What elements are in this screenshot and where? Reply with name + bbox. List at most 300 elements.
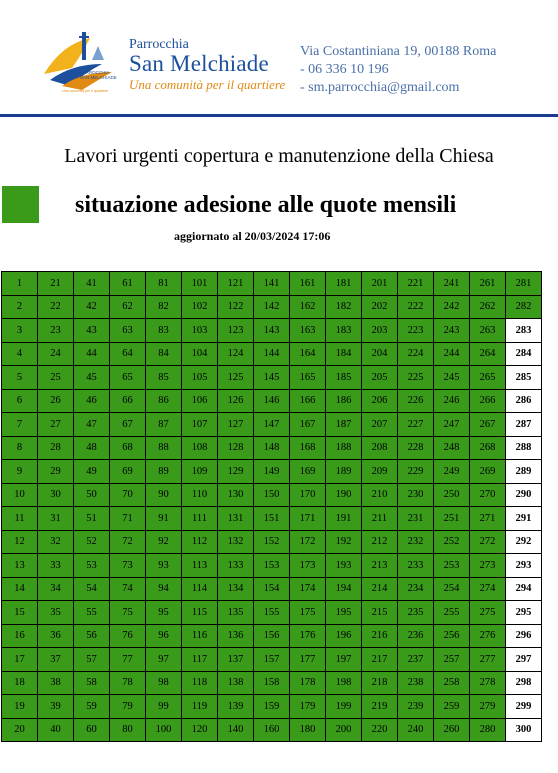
quota-cell-paid: 220 [362, 718, 398, 742]
quota-row [2, 624, 542, 648]
quota-row [2, 483, 542, 507]
quota-cell-open: 290 [506, 483, 542, 507]
quota-row [2, 389, 542, 413]
quota-cell-paid: 22 [38, 295, 74, 319]
quota-cell-paid: 149 [254, 460, 290, 484]
org-tagline: Una comunità per il quartiere [129, 77, 286, 92]
quota-cell-paid: 118 [182, 671, 218, 695]
quota-cell-paid: 36 [38, 624, 74, 648]
quota-cell-paid: 37 [38, 648, 74, 672]
quota-cell-paid: 181 [326, 272, 362, 296]
quota-cell-paid: 39 [38, 695, 74, 719]
quota-cell-paid: 218 [362, 671, 398, 695]
quota-cell-paid: 21 [38, 272, 74, 296]
quota-cell-paid: 210 [362, 483, 398, 507]
quota-cell-paid: 164 [290, 342, 326, 366]
quota-cell-open: 291 [506, 507, 542, 531]
quota-cell-paid: 110 [182, 483, 218, 507]
quota-cell-paid: 152 [254, 530, 290, 554]
quota-cell-paid: 125 [218, 366, 254, 390]
quota-cell-open: 284 [506, 342, 542, 366]
quota-cell-paid: 237 [398, 648, 434, 672]
quota-cell-paid: 255 [434, 601, 470, 625]
quota-cell-paid: 51 [74, 507, 110, 531]
quota-cell-paid: 3 [2, 319, 38, 343]
quota-cell-paid: 140 [218, 718, 254, 742]
quota-cell-paid: 74 [110, 577, 146, 601]
quota-cell-open: 299 [506, 695, 542, 719]
quota-cell-paid: 247 [434, 413, 470, 437]
quota-cell-paid: 4 [2, 342, 38, 366]
quota-cell-paid: 252 [434, 530, 470, 554]
quota-cell-paid: 113 [182, 554, 218, 578]
quota-cell-paid: 148 [254, 436, 290, 460]
quota-cell-paid: 278 [470, 671, 506, 695]
quota-cell-paid: 68 [110, 436, 146, 460]
quota-cell-paid: 216 [362, 624, 398, 648]
svg-text:SAN MELCHIADE: SAN MELCHIADE [80, 75, 117, 80]
quota-cell-paid: 122 [218, 295, 254, 319]
quota-cell-paid: 254 [434, 577, 470, 601]
quota-cell-paid: 32 [38, 530, 74, 554]
quota-cell-paid: 132 [218, 530, 254, 554]
quota-cell-paid: 96 [146, 624, 182, 648]
quota-cell-paid: 146 [254, 389, 290, 413]
quota-cell-paid: 162 [290, 295, 326, 319]
quota-cell-paid: 26 [38, 389, 74, 413]
quota-cell-paid: 11 [2, 507, 38, 531]
quota-cell-paid: 238 [398, 671, 434, 695]
quota-cell-paid: 17 [2, 648, 38, 672]
quota-cell-paid: 81 [146, 272, 182, 296]
quota-cell-paid: 141 [254, 272, 290, 296]
quota-cell-paid: 124 [218, 342, 254, 366]
quota-cell-paid: 61 [110, 272, 146, 296]
quota-row [2, 366, 542, 390]
org-name: San Melchiade [129, 51, 269, 76]
quota-cell-paid: 52 [74, 530, 110, 554]
quota-cell-paid: 186 [326, 389, 362, 413]
quota-cell-paid: 253 [434, 554, 470, 578]
quota-cell-paid: 75 [110, 601, 146, 625]
quota-cell-paid: 69 [110, 460, 146, 484]
quota-cell-paid: 276 [470, 624, 506, 648]
quota-cell-paid: 62 [110, 295, 146, 319]
quota-cell-paid: 265 [470, 366, 506, 390]
quota-cell-paid: 60 [74, 718, 110, 742]
quota-cell-paid: 101 [182, 272, 218, 296]
quota-cell-paid: 135 [218, 601, 254, 625]
quota-cell-paid: 196 [326, 624, 362, 648]
quota-cell-paid: 70 [110, 483, 146, 507]
quota-cell-paid: 270 [470, 483, 506, 507]
quota-cell-paid: 189 [326, 460, 362, 484]
quota-cell-paid: 272 [470, 530, 506, 554]
address: Via Costantiniana 19, 00188 Roma [300, 44, 497, 59]
quota-cell-open: 293 [506, 554, 542, 578]
quota-cell-open: 292 [506, 530, 542, 554]
quota-cell-paid: 175 [290, 601, 326, 625]
quota-cell-paid: 231 [398, 507, 434, 531]
quota-cell-paid: 57 [74, 648, 110, 672]
quota-cell-paid: 111 [182, 507, 218, 531]
quota-cell-paid: 40 [38, 718, 74, 742]
quota-cell-paid: 155 [254, 601, 290, 625]
quota-cell-paid: 161 [290, 272, 326, 296]
quota-cell-paid: 129 [218, 460, 254, 484]
quota-cell-paid: 85 [146, 366, 182, 390]
quota-cell-paid: 214 [362, 577, 398, 601]
quota-cell-paid: 80 [110, 718, 146, 742]
quota-cell-paid: 5 [2, 366, 38, 390]
org-type: Parrocchia [129, 37, 189, 52]
quota-cell-paid: 54 [74, 577, 110, 601]
quota-cell-paid: 89 [146, 460, 182, 484]
quota-cell-paid: 182 [326, 295, 362, 319]
quota-cell-open: 296 [506, 624, 542, 648]
quota-cell-paid: 48 [74, 436, 110, 460]
quota-cell-paid: 109 [182, 460, 218, 484]
quota-cell-paid: 137 [218, 648, 254, 672]
quota-cell-paid: 251 [434, 507, 470, 531]
quota-cell-paid: 167 [290, 413, 326, 437]
quota-cell-paid: 280 [470, 718, 506, 742]
quota-cell-paid: 34 [38, 577, 74, 601]
quota-cell-paid: 88 [146, 436, 182, 460]
quota-cell-paid: 201 [362, 272, 398, 296]
quota-cell-paid: 119 [182, 695, 218, 719]
quota-cell-open: 297 [506, 648, 542, 672]
quota-cell-paid: 269 [470, 460, 506, 484]
quota-cell-paid: 23 [38, 319, 74, 343]
quota-cell-paid: 151 [254, 507, 290, 531]
quota-cell-paid: 138 [218, 671, 254, 695]
quota-cell-paid: 112 [182, 530, 218, 554]
quota-row [2, 342, 542, 366]
quota-cell-paid: 99 [146, 695, 182, 719]
quota-cell-paid: 10 [2, 483, 38, 507]
quota-cell-paid: 170 [290, 483, 326, 507]
quota-cell-paid: 180 [290, 718, 326, 742]
quota-cell-paid: 115 [182, 601, 218, 625]
quota-cell-paid: 97 [146, 648, 182, 672]
quota-cell-paid: 143 [254, 319, 290, 343]
quota-cell-paid: 136 [218, 624, 254, 648]
quota-cell-paid: 153 [254, 554, 290, 578]
quota-cell-paid: 260 [434, 718, 470, 742]
quota-cell-paid: 158 [254, 671, 290, 695]
quota-cell-paid: 202 [362, 295, 398, 319]
quota-cell-paid: 224 [398, 342, 434, 366]
quota-cell-paid: 168 [290, 436, 326, 460]
quota-cell-paid: 190 [326, 483, 362, 507]
parish-logo [42, 24, 124, 96]
quota-cell-paid: 84 [146, 342, 182, 366]
quota-cell-paid: 242 [434, 295, 470, 319]
quota-row [2, 648, 542, 672]
quota-cell-paid: 154 [254, 577, 290, 601]
quota-cell-paid: 171 [290, 507, 326, 531]
quota-row [2, 671, 542, 695]
quota-cell-paid: 268 [470, 436, 506, 460]
quota-cell-paid: 235 [398, 601, 434, 625]
quota-cell-paid: 266 [470, 389, 506, 413]
quota-cell-paid: 183 [326, 319, 362, 343]
quota-row [2, 718, 542, 742]
quota-cell-paid: 24 [38, 342, 74, 366]
quota-cell-paid: 258 [434, 671, 470, 695]
quota-cell-open: 285 [506, 366, 542, 390]
quota-cell-paid: 245 [434, 366, 470, 390]
quota-cell-paid: 203 [362, 319, 398, 343]
quota-cell-paid: 226 [398, 389, 434, 413]
quota-cell-paid: 30 [38, 483, 74, 507]
quota-cell-paid: 263 [470, 319, 506, 343]
quota-cell-paid: 120 [182, 718, 218, 742]
quota-cell-paid: 53 [74, 554, 110, 578]
quota-cell-paid: 72 [110, 530, 146, 554]
quota-cell-paid: 47 [74, 413, 110, 437]
quota-cell-paid: 163 [290, 319, 326, 343]
quota-cell-paid: 279 [470, 695, 506, 719]
quota-cell-paid: 46 [74, 389, 110, 413]
quota-cell-paid: 105 [182, 366, 218, 390]
quota-cell-paid: 264 [470, 342, 506, 366]
quota-cell-paid: 205 [362, 366, 398, 390]
quota-cell-paid: 197 [326, 648, 362, 672]
quota-cell-paid: 20 [2, 718, 38, 742]
quota-cell-paid: 127 [218, 413, 254, 437]
quota-cell-paid: 12 [2, 530, 38, 554]
quota-cell-open: 298 [506, 671, 542, 695]
quota-cell-paid: 177 [290, 648, 326, 672]
quota-cell-paid: 86 [146, 389, 182, 413]
quota-cell-paid: 79 [110, 695, 146, 719]
quota-cell-open: 286 [506, 389, 542, 413]
quota-cell-paid: 1 [2, 272, 38, 296]
quota-cell-paid: 188 [326, 436, 362, 460]
quota-cell-paid: 29 [38, 460, 74, 484]
quota-cell-paid: 191 [326, 507, 362, 531]
quota-cell-paid: 215 [362, 601, 398, 625]
quota-cell-paid: 108 [182, 436, 218, 460]
quota-cell-paid: 50 [74, 483, 110, 507]
quota-cell-paid: 82 [146, 295, 182, 319]
quota-row [2, 530, 542, 554]
quota-cell-paid: 128 [218, 436, 254, 460]
quota-cell-paid: 142 [254, 295, 290, 319]
quota-cell-paid: 83 [146, 319, 182, 343]
quota-cell-paid: 176 [290, 624, 326, 648]
quota-cell-paid: 90 [146, 483, 182, 507]
quota-cell-open: 289 [506, 460, 542, 484]
quota-cell-paid: 156 [254, 624, 290, 648]
quota-cell-paid: 19 [2, 695, 38, 719]
quota-cell-paid: 267 [470, 413, 506, 437]
quota-cell-paid: 256 [434, 624, 470, 648]
quota-cell-paid: 248 [434, 436, 470, 460]
quota-row [2, 460, 542, 484]
quota-cell-paid: 106 [182, 389, 218, 413]
quota-cell-paid: 94 [146, 577, 182, 601]
quota-cell-paid: 58 [74, 671, 110, 695]
quota-cell-paid: 104 [182, 342, 218, 366]
quota-cell-paid: 236 [398, 624, 434, 648]
quota-cell-paid: 249 [434, 460, 470, 484]
quota-cell-paid: 184 [326, 342, 362, 366]
quota-cell-paid: 131 [218, 507, 254, 531]
quota-cell-paid: 243 [434, 319, 470, 343]
quota-row [2, 436, 542, 460]
quota-cell-paid: 2 [2, 295, 38, 319]
quota-cell-paid: 165 [290, 366, 326, 390]
quota-cell-paid: 261 [470, 272, 506, 296]
quota-cell-paid: 38 [38, 671, 74, 695]
quota-cell-paid: 259 [434, 695, 470, 719]
quota-cell-paid: 187 [326, 413, 362, 437]
quota-row [2, 507, 542, 531]
quota-cell-paid: 222 [398, 295, 434, 319]
quota-cell-paid: 221 [398, 272, 434, 296]
quota-cell-paid: 160 [254, 718, 290, 742]
quota-cell-open: 283 [506, 319, 542, 343]
quota-cell-paid: 241 [434, 272, 470, 296]
email-link[interactable]: - sm.parrocchia@gmail.com [300, 80, 460, 95]
quota-cell-paid: 209 [362, 460, 398, 484]
quota-cell-paid: 98 [146, 671, 182, 695]
quota-cell-paid: 45 [74, 366, 110, 390]
quota-cell-paid: 246 [434, 389, 470, 413]
document-title: situazione adesione alle quote mensili [75, 192, 457, 218]
quota-cell-paid: 244 [434, 342, 470, 366]
quota-row [2, 295, 542, 319]
quota-row [2, 554, 542, 578]
quota-cell-paid: 213 [362, 554, 398, 578]
quota-cell-paid: 277 [470, 648, 506, 672]
quota-cell-paid: 7 [2, 413, 38, 437]
quota-cell-paid: 185 [326, 366, 362, 390]
quota-cell-paid: 41 [74, 272, 110, 296]
quota-cell-paid: 219 [362, 695, 398, 719]
quota-cell-paid: 63 [110, 319, 146, 343]
quota-cell-paid: 157 [254, 648, 290, 672]
quota-cell-paid: 174 [290, 577, 326, 601]
quota-cell-paid: 206 [362, 389, 398, 413]
svg-text:Una comunità per il quartiere: Una comunità per il quartiere [62, 89, 109, 93]
quota-cell-paid: 116 [182, 624, 218, 648]
quota-cell-paid: 239 [398, 695, 434, 719]
quota-cell-paid: 107 [182, 413, 218, 437]
quota-cell-paid: 25 [38, 366, 74, 390]
quota-cell-paid: 208 [362, 436, 398, 460]
quota-cell-paid: 282 [506, 295, 542, 319]
document-subtitle: Lavori urgenti copertura e manutenzione della Chiesa [64, 145, 494, 167]
quota-cell-paid: 49 [74, 460, 110, 484]
quota-cell-paid: 227 [398, 413, 434, 437]
svg-text:PARROCCHIA: PARROCCHIA [80, 70, 110, 75]
quota-cell-paid: 123 [218, 319, 254, 343]
quota-cell-paid: 44 [74, 342, 110, 366]
quota-cell-paid: 67 [110, 413, 146, 437]
quota-cell-paid: 93 [146, 554, 182, 578]
quota-cell-paid: 200 [326, 718, 362, 742]
quota-cell-paid: 198 [326, 671, 362, 695]
quota-cell-paid: 223 [398, 319, 434, 343]
quota-cell-paid: 73 [110, 554, 146, 578]
quota-cell-paid: 95 [146, 601, 182, 625]
quota-cell-paid: 78 [110, 671, 146, 695]
quota-cell-paid: 76 [110, 624, 146, 648]
quota-cell-paid: 229 [398, 460, 434, 484]
quota-cell-paid: 91 [146, 507, 182, 531]
quota-cell-open: 294 [506, 577, 542, 601]
quota-cell-paid: 71 [110, 507, 146, 531]
quota-cell-paid: 233 [398, 554, 434, 578]
quota-cell-paid: 126 [218, 389, 254, 413]
quota-cell-paid: 13 [2, 554, 38, 578]
quota-cell-paid: 169 [290, 460, 326, 484]
quota-cell-paid: 18 [2, 671, 38, 695]
quota-cell-paid: 35 [38, 601, 74, 625]
quota-cell-paid: 130 [218, 483, 254, 507]
quota-cell-paid: 56 [74, 624, 110, 648]
quota-cell-paid: 195 [326, 601, 362, 625]
quota-cell-paid: 9 [2, 460, 38, 484]
quota-grid [1, 271, 542, 742]
quota-cell-paid: 193 [326, 554, 362, 578]
quota-row [2, 601, 542, 625]
letterhead [0, 0, 558, 116]
quota-cell-paid: 271 [470, 507, 506, 531]
quota-cell-paid: 102 [182, 295, 218, 319]
quota-cell-paid: 228 [398, 436, 434, 460]
quota-cell-paid: 31 [38, 507, 74, 531]
quota-cell-paid: 64 [110, 342, 146, 366]
quota-cell-paid: 225 [398, 366, 434, 390]
quota-cell-paid: 33 [38, 554, 74, 578]
quota-cell-paid: 92 [146, 530, 182, 554]
quota-cell-paid: 147 [254, 413, 290, 437]
last-updated: aggiornato al 20/03/2024 17:06 [174, 229, 331, 243]
quota-cell-paid: 28 [38, 436, 74, 460]
quota-cell-paid: 121 [218, 272, 254, 296]
legend-swatch [2, 186, 39, 223]
quota-row [2, 413, 542, 437]
quota-cell-paid: 217 [362, 648, 398, 672]
header-divider [0, 114, 558, 117]
quota-cell-paid: 250 [434, 483, 470, 507]
quota-cell-paid: 232 [398, 530, 434, 554]
quota-cell-paid: 199 [326, 695, 362, 719]
quota-cell-paid: 16 [2, 624, 38, 648]
quota-cell-paid: 100 [146, 718, 182, 742]
quota-cell-paid: 273 [470, 554, 506, 578]
quota-row [2, 319, 542, 343]
quota-cell-paid: 192 [326, 530, 362, 554]
quota-cell-paid: 15 [2, 601, 38, 625]
quota-cell-paid: 234 [398, 577, 434, 601]
quota-cell-paid: 133 [218, 554, 254, 578]
quota-cell-paid: 59 [74, 695, 110, 719]
quota-row [2, 577, 542, 601]
quota-cell-paid: 27 [38, 413, 74, 437]
quota-cell-paid: 207 [362, 413, 398, 437]
phone: - 06 336 10 196 [300, 62, 389, 77]
quota-cell-paid: 274 [470, 577, 506, 601]
quota-row [2, 272, 542, 296]
quota-cell-paid: 139 [218, 695, 254, 719]
quota-cell-paid: 87 [146, 413, 182, 437]
